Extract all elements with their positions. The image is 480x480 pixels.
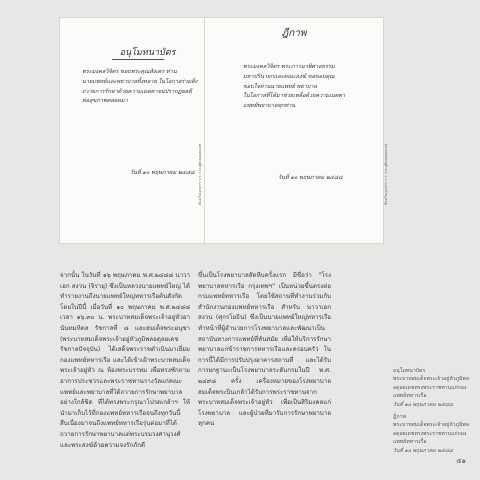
body-text-column-left (60, 271, 190, 451)
document-body: พระมงคลวิจิตร พระภาวนาพิศาลธรรม มหาปรินายกและคณะสงฆ์ ขอขอบคุณ ขอบใจท่านนายแพทย์ พยาบาล ในโอกาสที่ได้มาช่วยเหลือด้วยความเมตตา แพทย์พยาบาลทุกท่าน (243, 64, 346, 110)
title-underline (112, 59, 164, 60)
document-title: อนุโมทนาบัตร (119, 48, 176, 58)
caption-2 (393, 413, 471, 455)
paragraph: จากนั้น ในวันที่ ๑๖ พฤษภาคม พ.ศ.๒๔๘๘ นาวาเอก สงวน (จิรายุ) ซึ่งเป็นหลวงนายแพทย์ใหญ่ ได้ทำรายงานถึงนายแพทย์ใหญ่ทหารเรือต้นสังกัด โดยในปีนี้ เมื่อวันที่ ๑๐ พฤษภาคม พ.ศ.๒๔๘๘ เวลา ๑๖.๓๐ น. พระบาทสมเด็จพระเจ้าอยู่หัวอานันทมหิดล รัชกาลที่ ๘ และสมเด็จพระอนุชา (พระบาทสมเด็จพระเจ้าอยู่หัวภูมิพลอดุลยเดช รัชกาลปัจจุบัน) ได้เสด็จพระราชดำเนินมาเยี่ยมกองแพทย์ทหารเรือ และได้เข้าเฝ้าพระบาทสมเด็จพระเจ้าอยู่หัว ณ ห้องพระบรรทม เพื่อทรงซักถามอาการประชวรและพระราชทานรางวัลแก่คณะแพทย์และพยาบาลที่ได้ถวายการรักษาพยาบาลอย่างใกล้ชิด ที่ได้ทรงพระกรุณาโปรดเกล้าฯ ให้นำมาเก็บไว้ที่กองแพทย์ทหารเรือจนถึงทุกวันนี้ สืบเนื่องมาจนถึงแพทย์ทหารเรือรุ่นต่อมาที่ได้ถวายการรักษาพยาบาลแด่พระบรมวงศานุวงศ์และพระสงฆ์ด้วยความจงรักภักดี (60, 272, 190, 449)
photo-credit: ห้องเก็บเอกสาร ร.ร. ร.พ.ภูมิพลอดุลยเดช (384, 143, 388, 205)
caption-title: อนุโมทนาบัตร (393, 368, 426, 374)
paragraph: ขึ้นเป็นโรงพยาบาลสัตหีบครั้งแรก มีชื่อว่า "โรงพยาบาลทหารเรือ กรุงเทพฯ" เป็นหน่วยขึ้นตรงต่อกรมแพทย์ทหารเรือ โดยใช้สถานที่ทำงานร่วมกับสำนักงานกองแพทย์ทหารเรือ สำหรับ นาวาเอก สงวน (ศุกรโยธิน) ซึ่งเป็นนายแพทย์ใหญ่ทหารเรือ ทำหน้าที่ผู้อำนวยการโรงพยาบาลและพัฒนาเป็นสถาบันทางการแพทย์ที่ทันสมัย เพื่อให้บริการรักษาพยาบาลแก่ข้าราชการทหารเรือและครอบครัว ในการนี้ได้มีการปรับปรุงอาคารสถานที่ และได้รับการยกฐานะเป็นโรงพยาบาลระดับกรมในปี พ.ศ. ๒๔๙๘ ครั้ง เครื่องหมายของโรงพยาบาลสมเด็จพระปิ่นเกล้าได้รับการพระราชทานจากพระบาทสมเด็จพระเจ้าอยู่หัว เพื่อเป็นสิริมงคลแก่โรงพยาบาล และผู้ป่วยที่มารับการรักษาพยาบาลทุกคน (198, 272, 331, 428)
caption-title: ฎีกาพ (393, 414, 406, 420)
document-scan-right (205, 18, 383, 243)
document-date: วันที่ ๑๐ พฤษภาคม ๒๔๘๘ (130, 170, 195, 176)
caption-line: พระบาทสมเด็จพระเจ้าอยู่หัวภูมิพลอดุลยเดชทรงพระราชทานแก่กองแพทย์ทหารเรือ (393, 422, 470, 446)
document-title: ฎีกาพ (281, 28, 307, 39)
caption-date: วันที่ ๑๐ พฤษภาคม ๒๔๘๘ (393, 401, 453, 408)
page-number: ๕๑ (456, 457, 466, 465)
body-text-column-right (198, 271, 331, 430)
document-date: วันที่ ๑๐ พฤษภาคม ๒๔๘๘ (278, 175, 343, 181)
caption-date: วันที่ ๑๐ พฤษภาคม ๒๔๘๘ (393, 447, 453, 454)
caption-1 (393, 367, 471, 409)
caption-line: พระบาทสมเด็จพระเจ้าอยู่หัวภูมิพลอดุลยเดชทรงพระราชทานแก่กองแพทย์ทหารเรือ (393, 376, 470, 400)
document-body: พระมงคลวิจิตร ขอบพระคุณสังเคร ท่าน นายแพทย์และพยาบาลทั้งหลาย ในโอกาสร่วมสิ่ง ถวายการรักษาด้วยความเมตตาจนปรากฏผลดี ต่อสุขภาพตลอดมา (82, 69, 198, 105)
photo-credit: ห้องเก็บเอกสาร ร.ร. ร.พ.ภูมิพลอดุลยเดช (198, 143, 202, 205)
